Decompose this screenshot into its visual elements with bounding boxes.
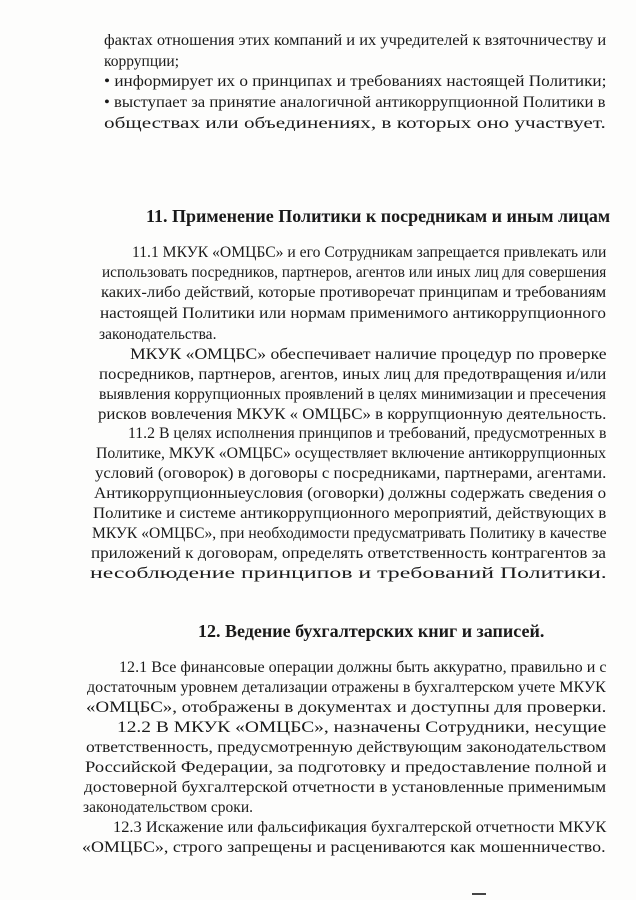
text-line: • информирует их о принципах и требованиях настоящей Политики; bbox=[104, 73, 607, 90]
text-line: 11.1 МКУК «ОМЦБС» и его Сотрудникам запрещается привлекать или bbox=[132, 244, 607, 261]
text-line: законодательством сроки. bbox=[83, 799, 254, 816]
text-line: выявления коррупционных проявлений в целях минимизации и пресечения bbox=[99, 386, 606, 403]
text-line: МКУК «ОМЦБС» обеспечивает наличие процедур по проверке bbox=[130, 346, 607, 363]
text-line: использовать посредников, партнеров, агентов или иных лиц для совершения bbox=[102, 264, 607, 281]
text-line: приложений к договорам, определять ответственность контрагентов за bbox=[91, 545, 607, 562]
text-line: «ОМЦБС», отображены в документах и доступны для проверки. bbox=[86, 699, 607, 716]
text-line: настоящей Политики или нормам применимого антикоррупционного bbox=[100, 305, 607, 322]
section-heading: 12. Ведение бухгалтерских книг и записей. bbox=[198, 621, 545, 641]
scan-mark bbox=[472, 893, 486, 895]
text-line: достаточным уровнем детализации отражены в бухгалтерском учете МКУК bbox=[87, 679, 606, 696]
text-line: МКУК «ОМЦБС», при необходимости предусматривать Политику в качестве bbox=[92, 525, 607, 542]
text-line: 12.3 Искажение или фальсификация бухгалтерской отчетности МКУК bbox=[113, 819, 607, 836]
text-line: каких-либо действий, которые противоречат принципам и требованиям bbox=[101, 284, 607, 301]
text-line: несоблюдение принципов и требований Политики. bbox=[90, 565, 607, 582]
text-line: законодательства. bbox=[99, 326, 217, 343]
text-line: обществах или объединениях, в которых оно участвует. bbox=[104, 115, 606, 132]
text-line: ответственность, предусмотренную действующим законодательством bbox=[86, 739, 607, 756]
text-line: фактах отношения этих компаний и их учредителей к взяточничеству и bbox=[104, 32, 607, 49]
text-line: достоверной бухгалтерской отчетности в установленные применимым bbox=[84, 779, 607, 796]
text-line: 11.2 В целях исполнения принципов и требований, предусмотренных в bbox=[128, 425, 607, 442]
text-line: коррупции; bbox=[104, 53, 180, 70]
text-line: Политике и системе антикоррупционного мероприятий, действующих в bbox=[93, 505, 607, 522]
text-line: 12.1 Все финансовые операции должны быть аккуратно, правильно и с bbox=[119, 659, 607, 676]
text-line: Политике, МКУК «ОМЦБС» осуществляет включение антикоррупционных bbox=[96, 445, 607, 462]
section-heading: 11. Применение Политики к посредникам и иным лицам bbox=[146, 206, 611, 226]
text-line: 12.2 В МКУК «ОМЦБС», назначены Сотрудники, несущие bbox=[117, 719, 607, 736]
text-line: «ОМЦБС», строго запрещены и расцениваются как мошенничество. bbox=[82, 839, 606, 856]
text-line: Российской Федерации, за подготовку и предоставление полной и bbox=[85, 759, 607, 776]
text-line: посредников, партнеров, агентов, иных лиц для предотвращения и/или bbox=[99, 366, 607, 383]
text-line: • выступает за принятие аналогичной антикоррупционной Политики в bbox=[104, 94, 606, 111]
text-line: условий (оговорок) в договоры с посредниками, партнерами, агентами. bbox=[95, 465, 607, 482]
text-line: рисков вовлечения МКУК « ОМЦБС» в коррупционную деятельность. bbox=[98, 406, 607, 423]
text-line: Антикоррупционныеусловия (оговорки) должны содержать сведения о bbox=[94, 485, 607, 502]
